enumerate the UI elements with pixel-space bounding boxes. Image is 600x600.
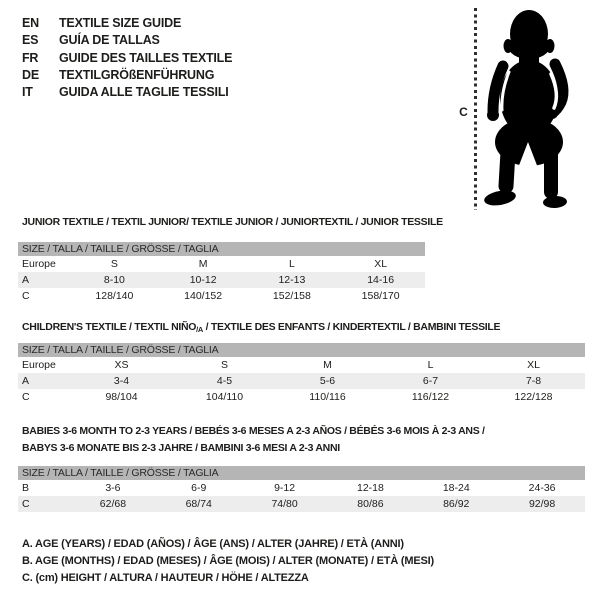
table-cell: XL <box>374 258 388 270</box>
table-row-age <box>18 272 425 288</box>
table-cell: 152/158 <box>272 290 311 302</box>
table-row-height <box>18 288 425 304</box>
table-cell: 12-13 <box>278 274 306 286</box>
table-cell: 80/86 <box>357 498 384 510</box>
table-row-age <box>18 373 585 389</box>
table-header-bar <box>18 242 425 256</box>
legend-line-a: A. AGE (YEARS) / EDAD (AÑOS) / ÂGE (ANS) / ALTER (JAHRE) / ETÀ (ANNI) <box>22 538 404 550</box>
table-header-label: SIZE / TALLA / TAILLE / GRÖSSE / TAGLIA <box>22 467 219 479</box>
table-cell: 110/116 <box>309 391 346 403</box>
table-header-label: SIZE / TALLA / TAILLE / GRÖSSE / TAGLIA <box>22 344 219 356</box>
table-cell: 74/80 <box>271 498 298 510</box>
children-size-table <box>18 343 585 405</box>
table-cell: XS <box>114 359 129 371</box>
table-cell: 86/92 <box>443 498 470 510</box>
table-header-bar <box>18 343 585 357</box>
language-title: TEXTILE SIZE GUIDE <box>59 16 182 30</box>
language-row-fr <box>22 50 232 67</box>
row-label: Europe <box>22 258 56 270</box>
legend-footnotes <box>22 536 434 588</box>
section-title-text: CHILDREN'S TEXTILE / TEXTIL NIÑO <box>22 321 197 333</box>
language-title-list <box>22 15 232 101</box>
table-cell: 140/152 <box>184 290 223 302</box>
table-row-europe <box>18 357 585 373</box>
section-title-junior: JUNIOR TEXTILE / TEXTIL JUNIOR/ TEXTILE JUNIOR / JUNIORTEXTIL / JUNIOR TESSILE <box>22 216 443 228</box>
table-cell: 158/170 <box>361 290 400 302</box>
table-cell: 128/140 <box>95 290 134 302</box>
table-cell: 14-16 <box>367 274 395 286</box>
table-cell: 5-6 <box>319 375 336 387</box>
height-measure-line <box>474 8 477 210</box>
table-row-months <box>18 480 585 496</box>
section-title-babies <box>22 423 485 456</box>
table-cell: 92/98 <box>528 498 556 510</box>
table-cell: S <box>110 258 118 270</box>
table-cell: 3-4 <box>113 375 130 387</box>
section-title-line2: BABYS 3-6 MONATE BIS 2-3 JAHRE / BAMBINI 3-6 MESI A 2-3 ANNI <box>22 441 340 454</box>
legend-line-b: B. AGE (MONTHS) / EDAD (MESES) / ÂGE (MOIS) / ALTER (MONATE) / ETÀ (MESI) <box>22 555 434 568</box>
section-title-text: / TEXTILE DES ENFANTS / KINDERTEXTIL / BAMBINI TESSILE <box>203 321 501 333</box>
language-code: EN <box>22 16 39 30</box>
language-title: GUIDA ALLE TAGLIE TESSILI <box>59 85 229 100</box>
table-cell: 9-12 <box>274 482 296 494</box>
language-title: GUÍA DE TALLAS <box>59 33 160 48</box>
language-row-en <box>22 15 232 32</box>
table-cell: S <box>220 359 228 371</box>
table-cell: 18-24 <box>442 482 470 494</box>
silhouette-foot <box>483 188 517 207</box>
junior-size-table <box>18 242 425 304</box>
language-row-de <box>22 67 232 84</box>
table-header-label: SIZE / TALLA / TAILLE / GRÖSSE / TAGLIA <box>22 243 219 255</box>
row-label: C <box>22 290 30 302</box>
table-cell: 122/128 <box>514 391 553 403</box>
table-cell: 68/74 <box>185 498 212 510</box>
language-code: DE <box>22 67 39 82</box>
table-row-height <box>18 389 585 405</box>
table-cell: 98/104 <box>105 391 138 403</box>
section-title-line1: BABIES 3-6 MONTH TO 2-3 YEARS / BEBÉS 3-6 MESES A 2-3 AÑOS / BÉBÉS 3-6 MOIS À 2-3 ANS / <box>22 425 485 437</box>
baby-silhouette-image <box>481 6 599 212</box>
table-cell: 8-10 <box>103 274 125 286</box>
legend-line-c: C. (cm) HEIGHT / ALTURA / HAUTEUR / HÖHE / ALTEZZA <box>22 572 309 585</box>
row-label: A <box>22 375 30 387</box>
row-label: C <box>22 498 30 510</box>
table-cell: 3-6 <box>105 482 121 494</box>
table-cell: XL <box>527 359 540 371</box>
table-cell: 116/122 <box>411 391 450 403</box>
babies-size-table <box>18 466 585 512</box>
row-label: A <box>22 274 30 286</box>
row-label: B <box>22 482 30 494</box>
table-cell: L <box>427 359 434 371</box>
row-label: Europe <box>22 359 56 371</box>
table-cell: 24-36 <box>528 482 556 494</box>
language-row-it <box>22 84 232 101</box>
language-row-es <box>22 32 232 49</box>
table-row-height <box>18 496 585 512</box>
table-cell: 10-12 <box>189 274 217 286</box>
language-code: FR <box>22 50 39 65</box>
silhouette-foot <box>543 195 568 208</box>
section-title-subscript: /A <box>196 325 204 334</box>
language-code: IT <box>22 85 33 100</box>
table-row-europe <box>18 256 425 272</box>
language-code: ES <box>22 33 39 48</box>
language-title: GUIDE DES TAILLES TEXTILE <box>59 50 233 65</box>
row-label: C <box>22 391 30 403</box>
table-cell: 12-18 <box>356 482 384 494</box>
table-cell: 6-9 <box>191 482 207 494</box>
table-cell: 104/110 <box>205 391 244 403</box>
height-measure-label: C <box>459 105 468 119</box>
language-title: TEXTILGRÖßENFÜHRUNG <box>59 67 215 82</box>
table-cell: 62/68 <box>99 498 127 510</box>
table-cell: 7-8 <box>525 375 542 387</box>
table-cell: 6-7 <box>422 375 439 387</box>
table-cell: L <box>288 258 295 270</box>
table-header-bar <box>18 466 585 480</box>
table-cell: M <box>198 258 208 270</box>
table-cell: M <box>323 359 332 371</box>
section-title-children <box>22 321 500 334</box>
table-cell: 4-5 <box>216 375 233 387</box>
